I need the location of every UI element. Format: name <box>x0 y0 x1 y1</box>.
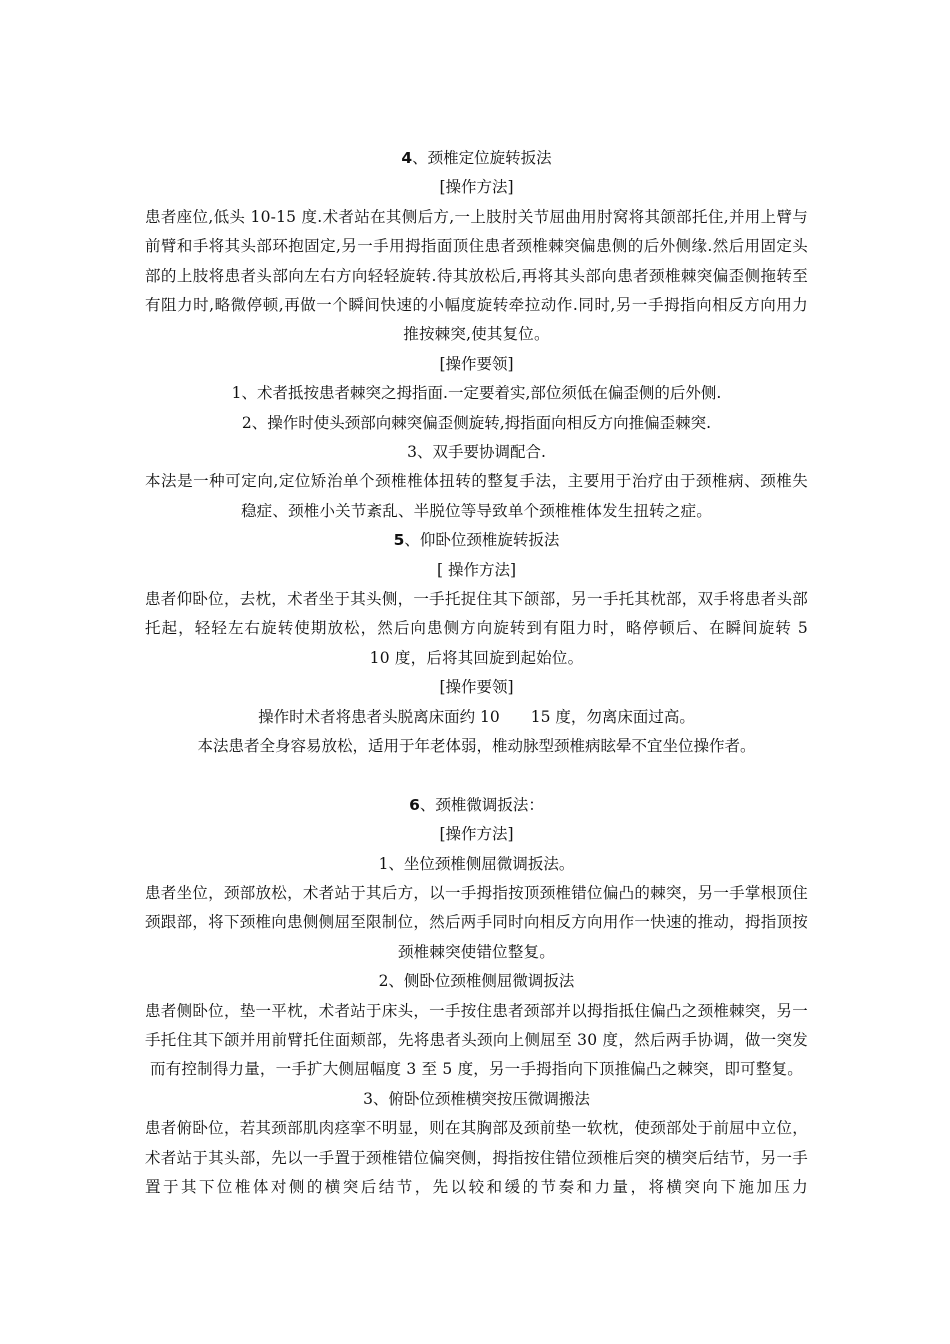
section-5-number: 5 <box>393 531 405 550</box>
section-6-title-text: 、颈椎微调扳法： <box>419 795 544 814</box>
section-6-sub1-title: 1、坐位颈椎侧屈微调扳法。 <box>378 854 575 873</box>
section-6-method-heading: [操作方法] <box>439 825 514 844</box>
section-4-title <box>145 144 808 173</box>
section-4-title-text: 、颈椎定位旋转扳法 <box>412 149 552 167</box>
document-page <box>145 144 824 1202</box>
section-6-title <box>145 791 808 820</box>
section-4-method-heading: [操作方法] <box>439 178 514 197</box>
section-4-method-text: 患者座位,低头 10-15 度.术者站在其侧后方,一上肢肘关节屈曲用肘窝将其颌部托住,并用上臂与前臂和手将其头部环抱固定,另一手用拇指面顶住患者颈椎棘突偏患侧的后外侧缘.然后用固定头部的上肢将患者头部向左右方向轻轻旋转.待其放松后,再将其头部向患者颈椎棘突偏歪侧拖转至有阻力时,略微停顿,再做一个瞬间快速的小幅度旋转牵拉动作.同时,另一手拇指向相反方向用力推按棘突,使其复位。 <box>145 207 808 344</box>
section-4-summary: 本法是一种可定向,定位矫治单个颈椎椎体扭转的整复手法，主要用于治疗由于颈椎病、颈椎失稳症、颈椎小关节紊乱、半脱位等导致单个颈椎椎体发生扭转之症。 <box>145 472 808 520</box>
spacer <box>145 761 808 790</box>
section-5-summary: 本法患者全身容易放松，适用于年老体弱，椎动脉型颈椎病眩晕不宜坐位操作者。 <box>197 736 756 755</box>
section-5-method-text: 患者仰卧位，去枕，术者坐于其头侧，一手托捉住其下颌部，另一手托其枕部，双手将患者头部托起，轻轻左右旋转使期放松，然后向患侧方向旋转到有阻力时，略停顿后、在瞬间旋转 5 10 度，后将其回旋到起始位。 <box>145 589 824 667</box>
section-6-sub2-title: 2、侧卧位颈椎侧屈微调扳法 <box>378 972 575 991</box>
section-6-sub3-title: 3、俯卧位颈椎横突按压微调搬法 <box>363 1089 590 1108</box>
section-4-key-point-2: 2、操作时使头颈部向棘突偏歪侧旋转,拇指面向相反方向推偏歪棘突. <box>241 413 712 432</box>
section-6-sub1-text: 患者坐位，颈部放松，术者站于其后方，以一手拇指按顶颈椎错位偏凸的棘突，另一手掌根顶住颈跟部，将下颈椎向患侧侧屈至限制位，然后两手同时向相反方向用作一快速的推动，拇指顶按颈椎棘突使错位整复。 <box>145 883 808 961</box>
section-6-number: 6 <box>409 795 420 814</box>
section-5-title <box>145 526 808 555</box>
section-4-key-point-1: 1、术者抵按患者棘突之拇指面.一定要着实,部位须低在偏歪侧的后外侧. <box>231 384 722 403</box>
section-4-key-heading: [操作要领] <box>439 354 514 373</box>
section-5-key-text: 操作时术者将患者头脱离床面约 10 15 度，勿离床面过高。 <box>258 707 695 726</box>
section-5-key-heading: [操作要领] <box>439 678 514 697</box>
section-4-number: 4 <box>401 149 413 167</box>
section-5-method-heading: [ 操作方法] <box>436 560 517 579</box>
section-4-key-point-3: 3、双手要协调配合. <box>407 442 546 461</box>
section-6-sub2-text: 患者侧卧位，垫一平枕，术者站于床头，一手按住患者颈部并以拇指抵住偏凸之颈椎棘突，另一手托住其下颌并用前臂托住面颊部，先将患者头颈向上侧屈至 30 度，然后两手协调，做一突发而有控制得力量，一手扩大侧屈幅度 3 至 5 度，另一手拇指向下顶推偏凸之棘突，即可整复。 <box>145 1001 808 1079</box>
section-5-title-text: 、仰卧位颈椎旋转扳法 <box>404 531 560 550</box>
section-6-sub3-text: 患者俯卧位，若其颈部肌肉痉挛不明显，则在其胸部及颈前垫一软枕，使颈部处于前屈中立位，术者站于其头部，先以一手置于颈椎错位偏突侧，拇指按住错位颈椎后突的横突后结节，另一手置于其下位椎体对侧的横突后结节，先以较和缓的节奏和力量，将横突向下施加压力 <box>145 1119 808 1196</box>
